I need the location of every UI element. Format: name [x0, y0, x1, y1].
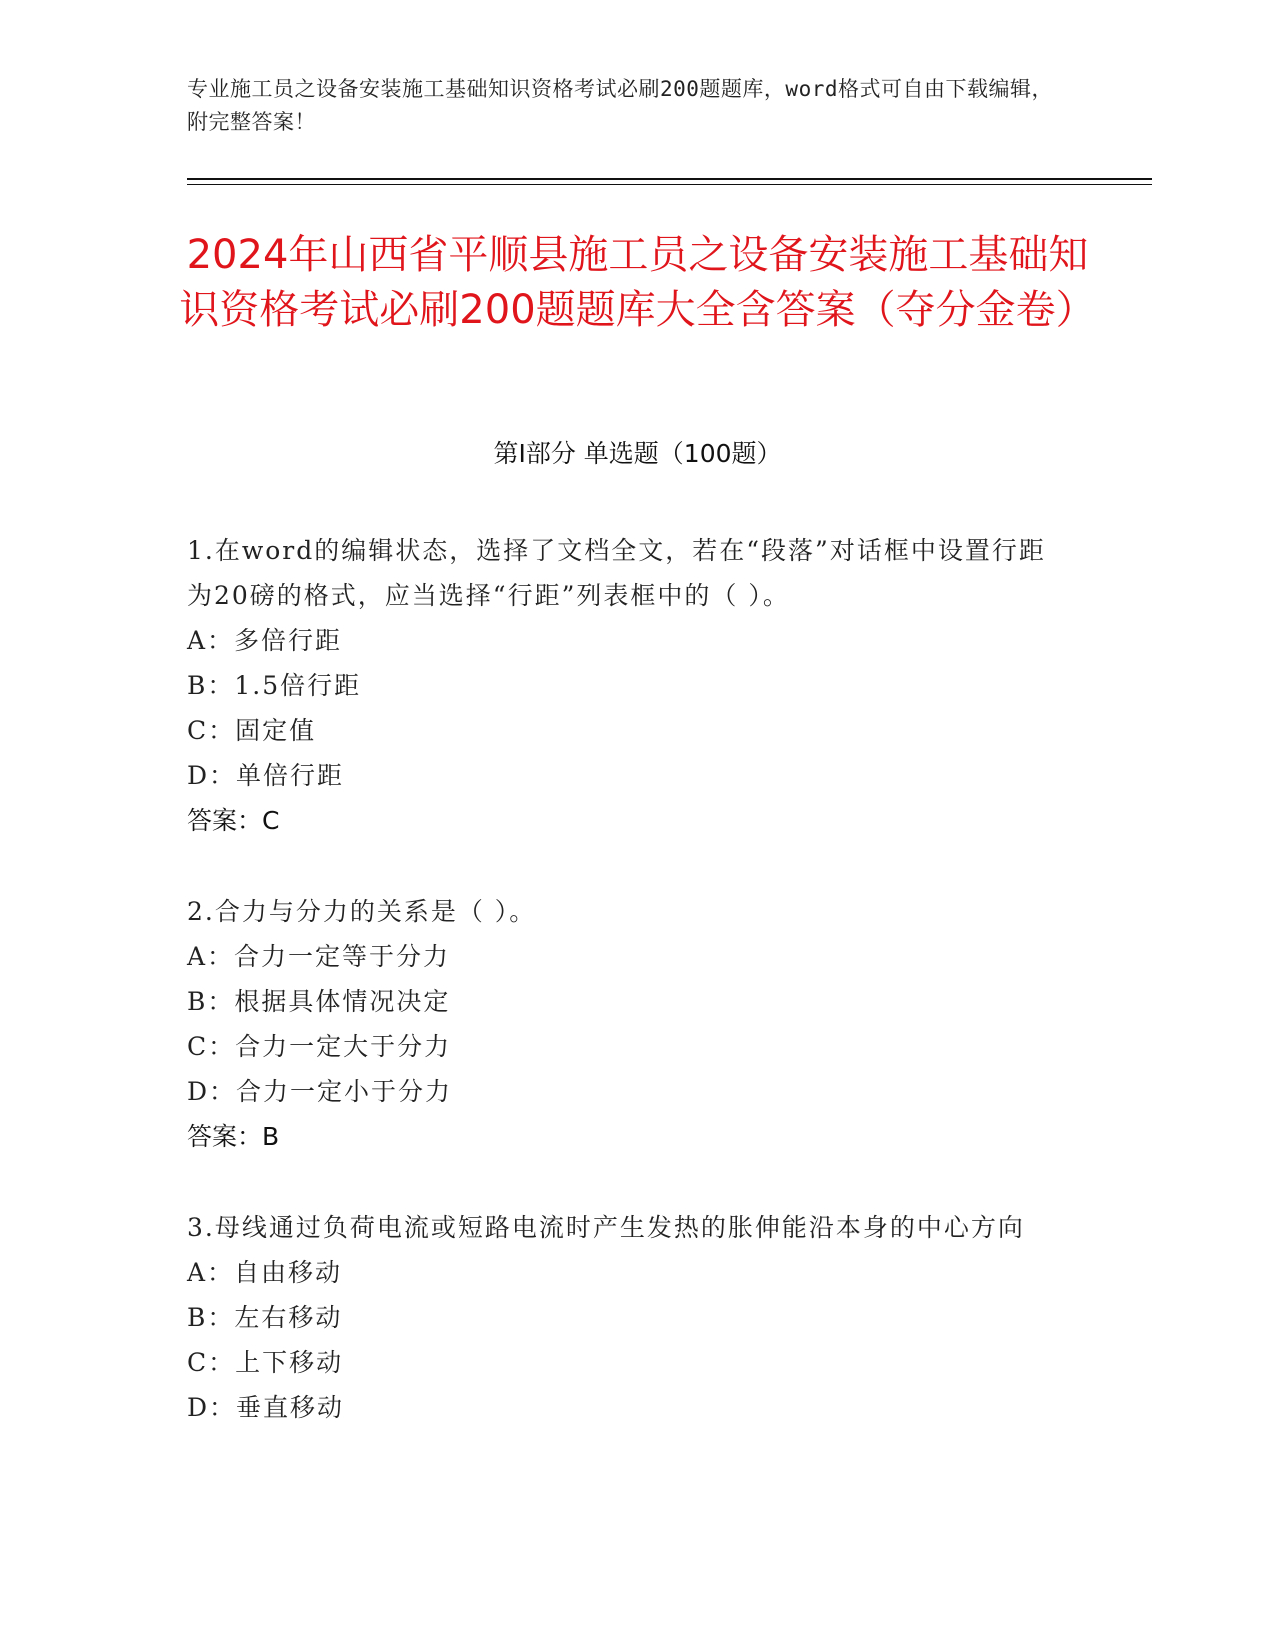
option-b: B：根据具体情况决定 [187, 987, 451, 1016]
header-note: 专业施工员之设备安装施工基础知识资格考试必刷200题题库，word格式可自由下载编辑，附完整答案！ [187, 77, 1053, 134]
question-stem: 2.合力与分力的关系是（ ）。 [187, 897, 537, 926]
header-divider-thick [187, 178, 1152, 180]
option-c: C：合力一定大于分力 [187, 1032, 452, 1061]
question-stem: 3.母线通过负荷电流或短路电流时产生发热的胀伸能沿本身的中心方向 [187, 1213, 1025, 1242]
option-d: D：单倍行距 [187, 761, 345, 790]
option-c: C：上下移动 [187, 1348, 344, 1377]
option-a: A：自由移动 [187, 1258, 343, 1287]
section-title: 第I部分 单选题（100题） [493, 439, 782, 468]
question-3 [187, 1205, 1067, 1430]
header-divider-thin [187, 184, 1152, 185]
question-2 [187, 889, 1067, 1159]
question-list [187, 528, 1067, 1476]
option-b: B：1.5倍行距 [187, 671, 362, 700]
answer: 答案：B [187, 1122, 280, 1151]
answer: 答案：C [187, 806, 280, 835]
question-1 [187, 528, 1067, 843]
option-a: A：合力一定等于分力 [187, 942, 451, 971]
option-b: B：左右移动 [187, 1303, 343, 1332]
question-stem: 1.在word的编辑状态，选择了文档全文，若在“段落”对话框中设置行距为20磅的格式，应当选择“行距”列表框中的（ ）。 [187, 536, 1046, 610]
option-a: A：多倍行距 [187, 626, 343, 655]
option-c: C：固定值 [187, 716, 317, 745]
document-title: 2024年山西省平顺县施工员之设备安装施工基础知识资格考试必刷200题题库大全含答案（夺分金卷） [179, 232, 1096, 333]
option-d: D：合力一定小于分力 [187, 1077, 453, 1106]
option-d: D：垂直移动 [187, 1393, 345, 1422]
